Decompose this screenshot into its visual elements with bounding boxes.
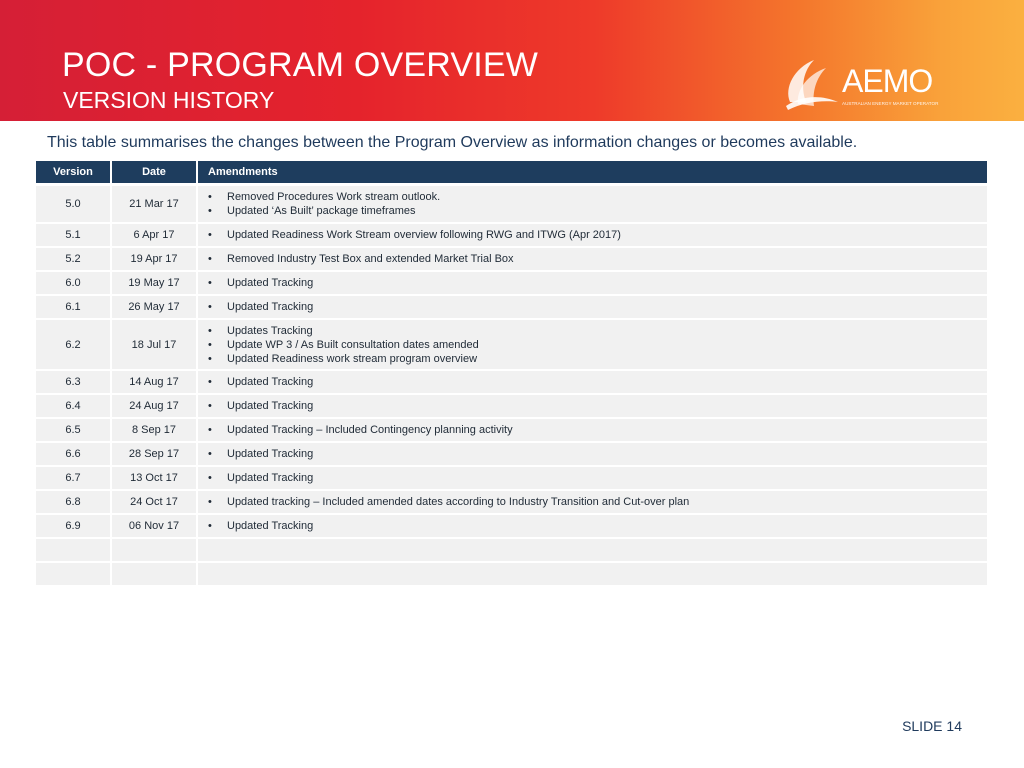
date-cell: 14 Aug 17 [111, 370, 197, 394]
date-cell: 24 Aug 17 [111, 394, 197, 418]
table-header-row [36, 161, 988, 185]
amendment-list [208, 399, 977, 413]
slide-number: SLIDE 14 [902, 718, 962, 734]
table-row [36, 394, 988, 418]
empty-table-row [36, 562, 988, 586]
amendment-item: • Updated Tracking [208, 399, 977, 413]
amendment-item: • Updates Tracking [208, 324, 977, 338]
table-row [36, 442, 988, 466]
date-cell: 26 May 17 [111, 295, 197, 319]
amendment-list [208, 324, 977, 366]
amendment-item: • Update WP 3 / As Built consultation dates amended [208, 338, 977, 352]
amendment-list [208, 495, 977, 509]
amendment-item: • Updated tracking – Included amended dates according to Industry Transition and Cut-over plan [208, 495, 977, 509]
amendment-item: • Removed Industry Test Box and extended Market Trial Box [208, 252, 977, 266]
empty-cell [111, 538, 197, 562]
aemo-logo [780, 52, 950, 114]
empty-cell [36, 538, 111, 562]
amendments-cell [197, 514, 988, 538]
amendments-cell [197, 319, 988, 370]
table-row [36, 223, 988, 247]
table-row [36, 370, 988, 394]
version-cell: 6.7 [36, 466, 111, 490]
empty-cell [36, 562, 111, 586]
svg-text:AEMO: AEMO [842, 63, 933, 99]
empty-table-row [36, 538, 988, 562]
amendment-item: • Updated Tracking [208, 300, 977, 314]
amendment-item: • Updated Tracking [208, 375, 977, 389]
column-header-version: Version [36, 161, 111, 185]
date-cell: 18 Jul 17 [111, 319, 197, 370]
table-row [36, 271, 988, 295]
amendment-list [208, 471, 977, 485]
date-cell: 28 Sep 17 [111, 442, 197, 466]
amendment-list [208, 519, 977, 533]
amendments-cell [197, 466, 988, 490]
version-cell: 5.0 [36, 185, 111, 224]
svg-text:AUSTRALIAN ENERGY MARKET OPERA: AUSTRALIAN ENERGY MARKET OPERATOR [842, 101, 939, 106]
amendments-cell [197, 442, 988, 466]
table-row [36, 490, 988, 514]
amendment-list [208, 447, 977, 461]
amendments-cell [197, 394, 988, 418]
version-cell: 5.2 [36, 247, 111, 271]
version-cell: 6.2 [36, 319, 111, 370]
date-cell: 06 Nov 17 [111, 514, 197, 538]
table-row [36, 514, 988, 538]
amendment-item: • Updated Readiness Work Stream overview following RWG and ITWG (Apr 2017) [208, 228, 977, 242]
aemo-logo-icon [780, 52, 950, 114]
date-cell: 21 Mar 17 [111, 185, 197, 224]
amendment-item: • Updated ‘As Built’ package timeframes [208, 204, 977, 218]
amendment-item: • Updated Tracking [208, 519, 977, 533]
intro-text: This table summarises the changes between the Program Overview as information changes or becomes available. [47, 134, 858, 151]
table-row [36, 185, 988, 224]
date-cell: 13 Oct 17 [111, 466, 197, 490]
empty-cell [197, 538, 988, 562]
version-history-table [36, 161, 989, 587]
amendment-list [208, 276, 977, 290]
column-header-date: Date [111, 161, 197, 185]
date-cell: 19 May 17 [111, 271, 197, 295]
amendment-list [208, 252, 977, 266]
slide-subtitle: VERSION HISTORY [63, 87, 275, 113]
empty-cell [197, 562, 988, 586]
version-cell: 6.6 [36, 442, 111, 466]
amendments-cell [197, 370, 988, 394]
amendments-cell [197, 223, 988, 247]
date-cell: 24 Oct 17 [111, 490, 197, 514]
title-banner [0, 0, 1024, 121]
amendment-item: • Updated Tracking [208, 447, 977, 461]
amendments-cell [197, 418, 988, 442]
amendment-item: • Removed Procedures Work stream outlook. [208, 190, 977, 204]
version-cell: 6.1 [36, 295, 111, 319]
version-cell: 6.4 [36, 394, 111, 418]
amendment-list [208, 300, 977, 314]
amendment-item: • Updated Tracking [208, 276, 977, 290]
version-cell: 6.8 [36, 490, 111, 514]
table-body [36, 185, 988, 587]
version-cell: 6.5 [36, 418, 111, 442]
amendment-item: • Updated Readiness work stream program overview [208, 352, 977, 366]
amendments-cell [197, 295, 988, 319]
version-cell: 6.0 [36, 271, 111, 295]
amendment-list [208, 423, 977, 437]
table-row [36, 466, 988, 490]
table-row [36, 295, 988, 319]
version-cell: 6.3 [36, 370, 111, 394]
date-cell: 19 Apr 17 [111, 247, 197, 271]
amendment-list [208, 190, 977, 218]
version-cell: 5.1 [36, 223, 111, 247]
column-header-amendments: Amendments [197, 161, 988, 185]
amendments-cell [197, 185, 988, 224]
amendments-cell [197, 271, 988, 295]
date-cell: 8 Sep 17 [111, 418, 197, 442]
version-cell: 6.9 [36, 514, 111, 538]
table-row [36, 247, 988, 271]
table-row [36, 319, 988, 370]
empty-cell [111, 562, 197, 586]
amendments-cell [197, 247, 988, 271]
table-row [36, 418, 988, 442]
amendments-cell [197, 490, 988, 514]
amendment-list [208, 375, 977, 389]
slide-title: POC - PROGRAM OVERVIEW [62, 46, 539, 84]
amendment-item: • Updated Tracking [208, 471, 977, 485]
amendment-list [208, 228, 977, 242]
amendment-item: • Updated Tracking – Included Contingency planning activity [208, 423, 977, 437]
date-cell: 6 Apr 17 [111, 223, 197, 247]
